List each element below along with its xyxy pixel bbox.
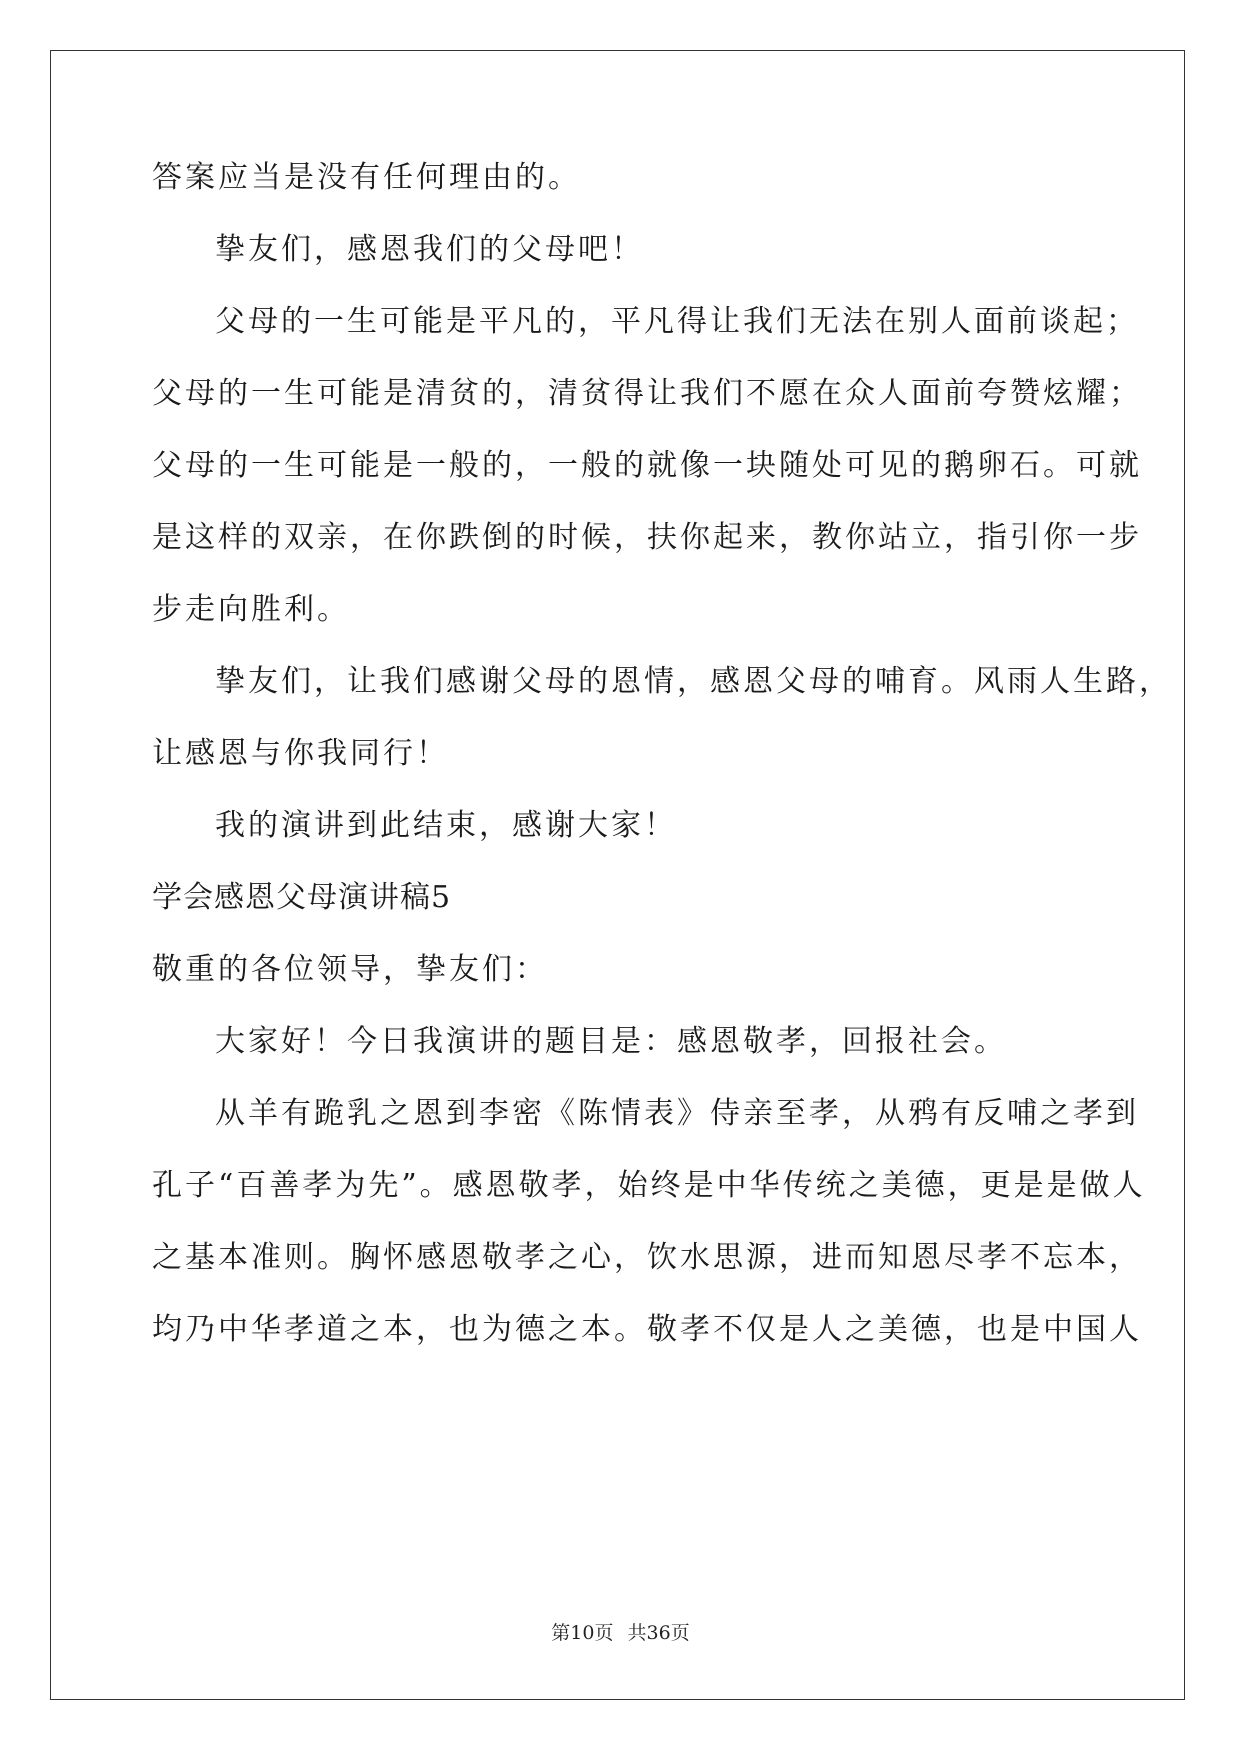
text-line: 之基本准则。胸怀感恩敬孝之心，饮水思源，进而知恩尽孝不忘本，	[152, 1240, 1142, 1275]
text-line: 让感恩与你我同行！	[152, 736, 449, 771]
text-line: 大家好！今日我演讲的题目是：感恩敬孝，回报社会。	[215, 1024, 1007, 1059]
text-line: 从羊有跪乳之恩到李密《陈情表》侍亲至孝，从鸦有反哺之孝到	[215, 1096, 1139, 1131]
section-heading: 学会感恩父母演讲稿5	[152, 880, 452, 915]
text-line: 是这样的双亲，在你跌倒的时候，扶你起来，教你站立，指引你一步	[152, 520, 1142, 555]
page-number: 第10页	[551, 1622, 614, 1644]
text-line: 我的演讲到此结束，感谢大家！	[215, 808, 677, 843]
text-line: 父母的一生可能是平凡的，平凡得让我们无法在别人面前谈起；	[215, 304, 1139, 339]
text-line: 孔子“百善孝为先”。感恩敬孝，始终是中华传统之美德，更是是做人	[152, 1168, 1146, 1203]
page-footer	[0, 1618, 1241, 1645]
salutation-line: 敬重的各位领导，挚友们：	[152, 952, 548, 987]
text-line: 步走向胜利。	[152, 592, 350, 627]
text-line: 挚友们，感恩我们的父母吧！	[215, 232, 644, 267]
text-line: 父母的一生可能是一般的，一般的就像一块随处可见的鹅卵石。可就	[152, 448, 1142, 483]
text-line: 答案应当是没有任何理由的。	[152, 160, 581, 195]
text-line: 挚友们，让我们感谢父母的恩情，感恩父母的哺育。风雨人生路，	[215, 664, 1172, 699]
text-line: 父母的一生可能是清贫的，清贫得让我们不愿在众人面前夸赞炫耀；	[152, 376, 1142, 411]
page-border	[50, 50, 1185, 1700]
text-line: 均乃中华孝道之本，也为德之本。敬孝不仅是人之美德，也是中国人	[152, 1312, 1142, 1347]
page-total: 共36页	[627, 1622, 690, 1644]
